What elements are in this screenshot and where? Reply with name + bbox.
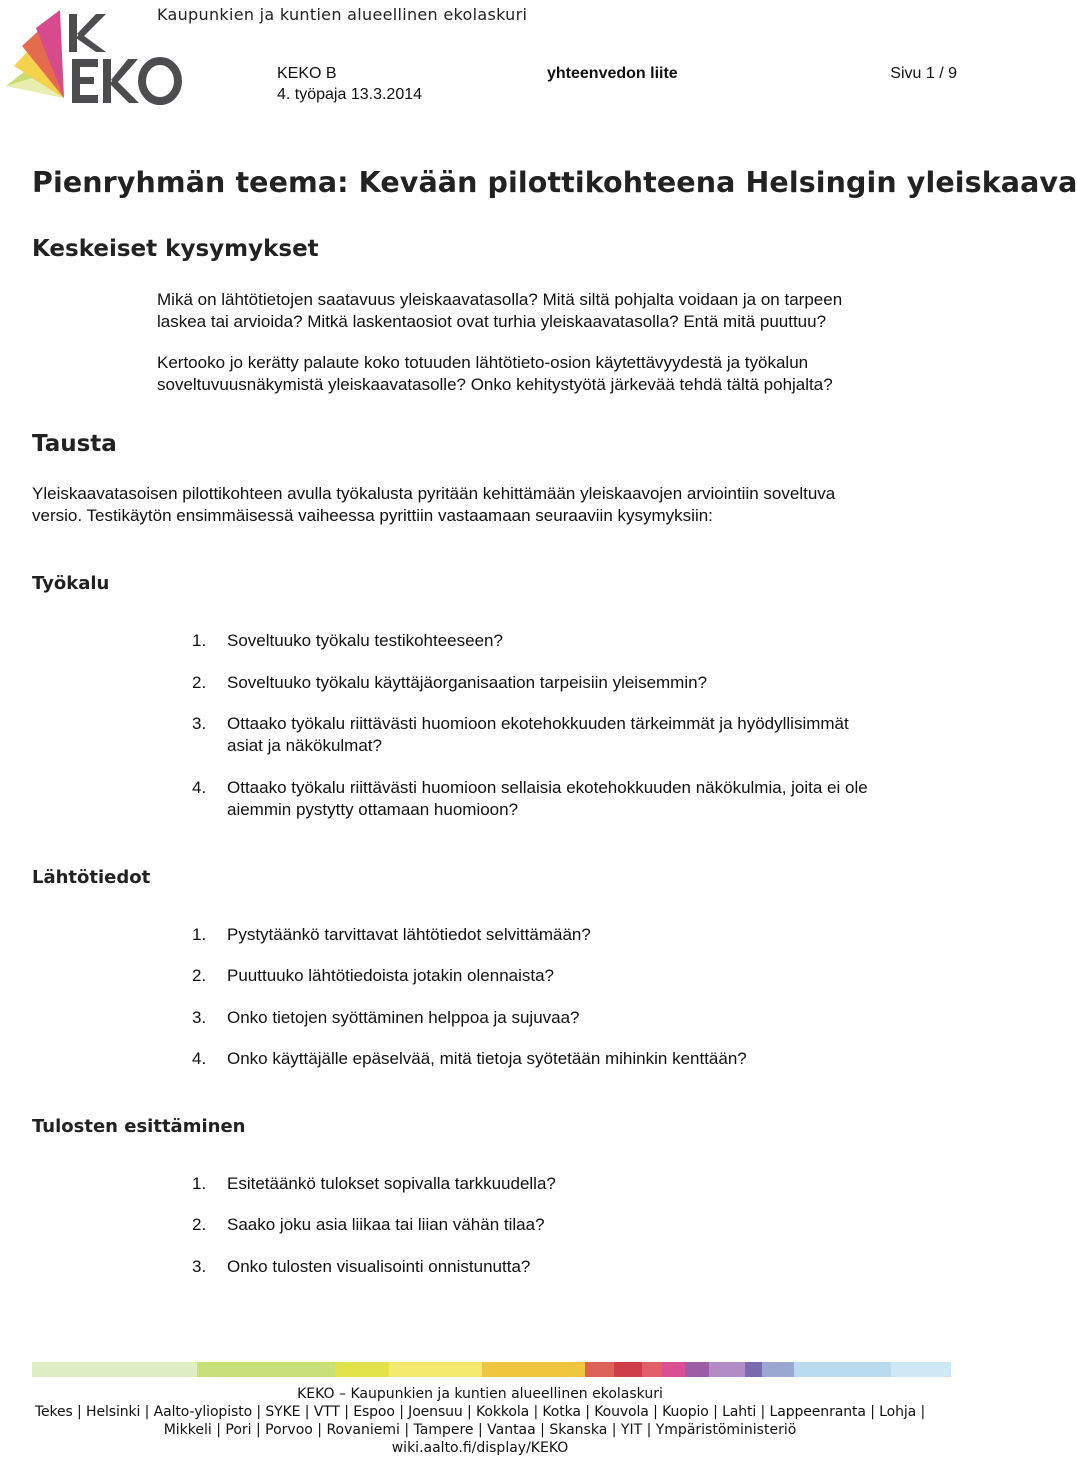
color-bar-segment [794,1362,891,1377]
heading-tool: Työkalu [32,573,110,594]
list-number: 3. [192,1008,207,1027]
list-text-line: Ottaako työkalu riittävästi huomioon sellaisia ekotehokkuuden näkökulmia, joita ei ole [227,778,868,797]
list-text [227,713,849,757]
heading-results: Tulosten esittäminen [32,1116,246,1137]
color-bar-segment [745,1362,762,1377]
keko-logo [2,6,182,102]
list-text: Esitetäänkö tulokset sopivalla tarkkuudella? [227,1174,556,1193]
footer-partners-2: Mikkeli | Pori | Porvoo | Rovaniemi | Tampere | Vantaa | Skanska | YIT | Ympäristöministeriö [163,1422,797,1438]
list-number: 1. [192,631,207,650]
color-bar-segment [335,1362,389,1377]
heading-background: Tausta [32,431,117,457]
list-text: Pystytäänkö tarvittavat lähtötiedot selvittämään? [227,925,591,944]
list-text: Saako joku asia liikaa tai liian vähän tilaa? [227,1215,545,1234]
paragraph-line: Mikä on lähtötietojen saatavuus yleiskaavatasolla? Mitä siltä pohjalta voidaan ja on tarpeen [157,290,843,309]
color-bar-segment [891,1362,951,1377]
key-questions-paragraph-2 [157,352,833,396]
page-number: Sivu 1 / 9 [890,65,957,82]
color-bar-segment [762,1362,794,1377]
footer-title: KEKO – Kaupunkien ja kuntien alueellinen ekolaskuri [297,1386,663,1402]
appendix-label: yhteenvedon liite [547,65,678,82]
list-number: 3. [192,1257,207,1276]
color-bar-segment [709,1362,745,1377]
color-bar-segment [482,1362,585,1377]
paragraph-line: Kertooko jo kerätty palaute koko totuuden lähtötieto-osion käytettävyydestä ja työkalun [157,353,809,372]
paragraph-line: versio. Testikäytön ensimmäisessä vaiheessa pyrittiin vastaamaan seuraaviin kysymyksiin: [32,506,713,525]
page-title: Pienryhmän teema: Kevään pilottikohteena Helsingin yleiskaava [32,166,1077,199]
paragraph-line: soveltuvuusnäkymistä yleiskaavatasolle? Onko kehitystyötä järkevää tehdä tältä pohjalta? [157,375,833,394]
color-bar-segment [662,1362,685,1377]
list-text: Onko tulosten visualisointi onnistunutta? [227,1257,531,1276]
list-number: 1. [192,1174,207,1193]
list-number: 3. [192,714,207,733]
list-text: Onko käyttäjälle epäselvää, mitä tietoja syötetään mihinkin kenttään? [227,1049,747,1068]
key-questions-paragraph-1 [157,289,842,333]
footer-color-bar [32,1362,951,1377]
paragraph-line: Yleiskaavatasoisen pilottikohteen avulla työkalusta pyritään kehittämään yleiskaavojen arviointiin soveltuva [32,484,836,503]
keko-logo-icon [2,6,182,102]
heading-source-data: Lähtötiedot [32,867,151,888]
color-bar-segment [585,1362,614,1377]
list-number: 4. [192,778,207,797]
color-bar-segment [32,1362,197,1377]
paragraph-line: laskea tai arvioida? Mitkä laskentaosiot ovat turhia yleiskaavatasolla? Entä mitä puuttuu? [157,312,827,331]
background-paragraph [32,483,835,527]
workshop-date: 4. työpaja 13.3.2014 [277,86,423,103]
list-number: 2. [192,673,207,692]
list-number: 1. [192,925,207,944]
footer-link[interactable]: wiki.aalto.fi/display/KEKO [391,1440,569,1456]
footer-partners-1: Tekes | Helsinki | Aalto-yliopisto | SYKE | VTT | Espoo | Joensuu | Kokkola | Kotka | Kouvola | Kuopio | Lahti | Lappeenranta | Lohja | [34,1404,926,1420]
document-name: KEKO B [277,65,337,82]
color-bar-segment [614,1362,642,1377]
list-number: 2. [192,966,207,985]
color-bar-segment [642,1362,662,1377]
heading-key-questions: Keskeiset kysymykset [32,236,319,262]
list-text: Soveltuuko työkalu testikohteeseen? [227,631,503,650]
list-number: 2. [192,1215,207,1234]
list-text: Onko tietojen syöttäminen helppoa ja sujuvaa? [227,1008,580,1027]
list-text-line: Ottaako työkalu riittävästi huomioon ekotehokkuuden tärkeimmät ja hyödyllisimmät [227,714,849,733]
list-text [227,777,868,821]
list-text-line: aiemmin pystytty ottamaan huomioon? [227,800,519,819]
color-bar-segment [685,1362,709,1377]
list-text: Soveltuuko työkalu käyttäjäorganisaation tarpeisiin yleisemmin? [227,673,708,692]
color-bar-segment [197,1362,335,1377]
list-number: 4. [192,1049,207,1068]
color-bar-segment [389,1362,482,1377]
header-subtitle: Kaupunkien ja kuntien alueellinen ekolaskuri [157,5,528,24]
list-text: Puuttuuko lähtötiedoista jotakin olennaista? [227,966,555,985]
list-text-line: asiat ja näkökulmat? [227,736,382,755]
